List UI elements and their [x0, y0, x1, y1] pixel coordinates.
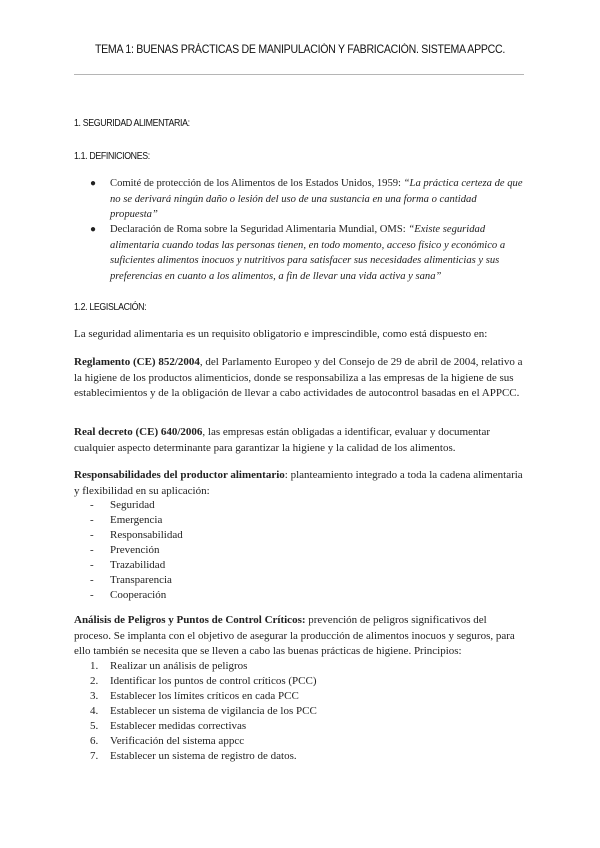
- list-text: Verificación del sistema appcc: [110, 735, 245, 747]
- responsibilities-text: : planteamiento integrado a toda la cadena alimentaria y flexibilidad en su aplicación:: [74, 469, 523, 497]
- list-item: [90, 659, 317, 674]
- decree-title: Real decreto (CE) 640/2006: [74, 426, 203, 438]
- list-item: [90, 689, 317, 704]
- definition-source: Comité de protección de los Alimentos de los Estados Unidos, 1959:: [110, 178, 404, 189]
- list-text: Establecer medidas correctivas: [110, 720, 247, 732]
- list-text: Identificar los puntos de control críticos (PCC): [110, 675, 317, 687]
- list-item: [90, 749, 317, 764]
- appcc-description: [74, 613, 524, 660]
- responsibilities-title: Responsabilidades del productor alimentario: [74, 469, 285, 481]
- responsibilities-list: [90, 498, 183, 603]
- list-text: Realizar un análisis de peligros: [110, 660, 248, 672]
- list-number: 7.: [90, 750, 99, 762]
- list-number: 2.: [90, 675, 99, 687]
- producer-responsibilities: [74, 468, 524, 499]
- list-item: [90, 674, 317, 689]
- bullet-icon: ●: [90, 178, 97, 189]
- list-number: 6.: [90, 735, 99, 747]
- section-heading-1: 1. SEGURIDAD ALIMENTARIA:: [74, 118, 190, 129]
- list-number: 5.: [90, 720, 99, 732]
- decree-640: [74, 425, 524, 456]
- list-text: Establecer los límites críticos en cada PCC: [110, 690, 299, 702]
- list-number: 3.: [90, 690, 99, 702]
- regulation-text: , del Parlamento Europeo y del Consejo de 29 de abril de 2004, relativo a la higiene de los productos alimenticios, donde se responsabiliza a las empresas de la higiene de sus establecimientos y de la obligación de llevar a cabo actividades de autocontrol basadas en el APPCC.: [74, 356, 523, 399]
- list-item: - Seguridad: [90, 498, 183, 513]
- list-item: - Prevención: [90, 543, 183, 558]
- list-number: 1.: [90, 660, 99, 672]
- list-item: [90, 734, 317, 749]
- list-number: 4.: [90, 705, 99, 717]
- list-item: [90, 719, 317, 734]
- subsection-heading-1-1: 1.1. DEFINICIONES:: [74, 151, 150, 162]
- list-item: - Trazabilidad: [90, 558, 183, 573]
- list-item: - Cooperación: [90, 588, 183, 603]
- definition-quote: “Existe seguridad alimentaria cuando todas las personas tienen, en todo momento, acceso físico y económico a suficientes alimentos inocuos y nutritivos para satisfacer sus necesidades alimenticias y sus preferencias en cuanto a los alimentos, a fin de llevar una vida activa y sana”: [110, 224, 506, 282]
- appcc-text: prevención de peligros significativos del proceso. Se implanta con el objetivo de asegurar la producción de alimentos inocuos y seguros, para ello también se necesita que se lleven a cabo las buenas prácticas de higiene. Principios:: [74, 614, 515, 657]
- list-item: [90, 704, 317, 719]
- subsection-heading-1-2: 1.2. LEGISLACIÓN:: [74, 302, 147, 313]
- title-divider: [74, 74, 524, 75]
- list-text: Establecer un sistema de vigilancia de los PCC: [110, 705, 317, 717]
- regulation-title: Reglamento (CE) 852/2004: [74, 356, 200, 368]
- definition-quote: “La práctica certeza de que no se derivará ningún daño o lesión del uso de una sustancia en una forma o cantidad propuesta”: [110, 178, 523, 220]
- bullet-icon: ●: [90, 224, 97, 235]
- definition-source: Declaración de Roma sobre la Seguridad Alimentaria Mundial, OMS:: [110, 224, 409, 235]
- list-text: Establecer un sistema de registro de datos.: [110, 750, 297, 762]
- legislation-intro: [74, 327, 524, 343]
- list-item: - Responsabilidad: [90, 528, 183, 543]
- list-item: - Emergencia: [90, 513, 183, 528]
- intro-text: La seguridad alimentaria es un requisito obligatorio e imprescindible, como está dispuesto en:: [74, 328, 488, 340]
- definition-item: [90, 222, 524, 284]
- decree-text: , las empresas están obligadas a identificar, evaluar y documentar cualquier aspecto determinante para garantizar la higiene y la calidad de los alimentos.: [74, 426, 491, 454]
- list-item: - Transparencia: [90, 573, 183, 588]
- document-title: TEMA 1: BUENAS PRÁCTICAS DE MANIPULACIÓN Y FABRICACIÓN. SISTEMA APPCC.: [94, 44, 506, 56]
- regulation-852: [74, 355, 524, 402]
- appcc-principles-list: [90, 659, 317, 764]
- definition-item: [90, 176, 524, 223]
- appcc-title: Análisis de Peligros y Puntos de Control Críticos:: [74, 614, 306, 626]
